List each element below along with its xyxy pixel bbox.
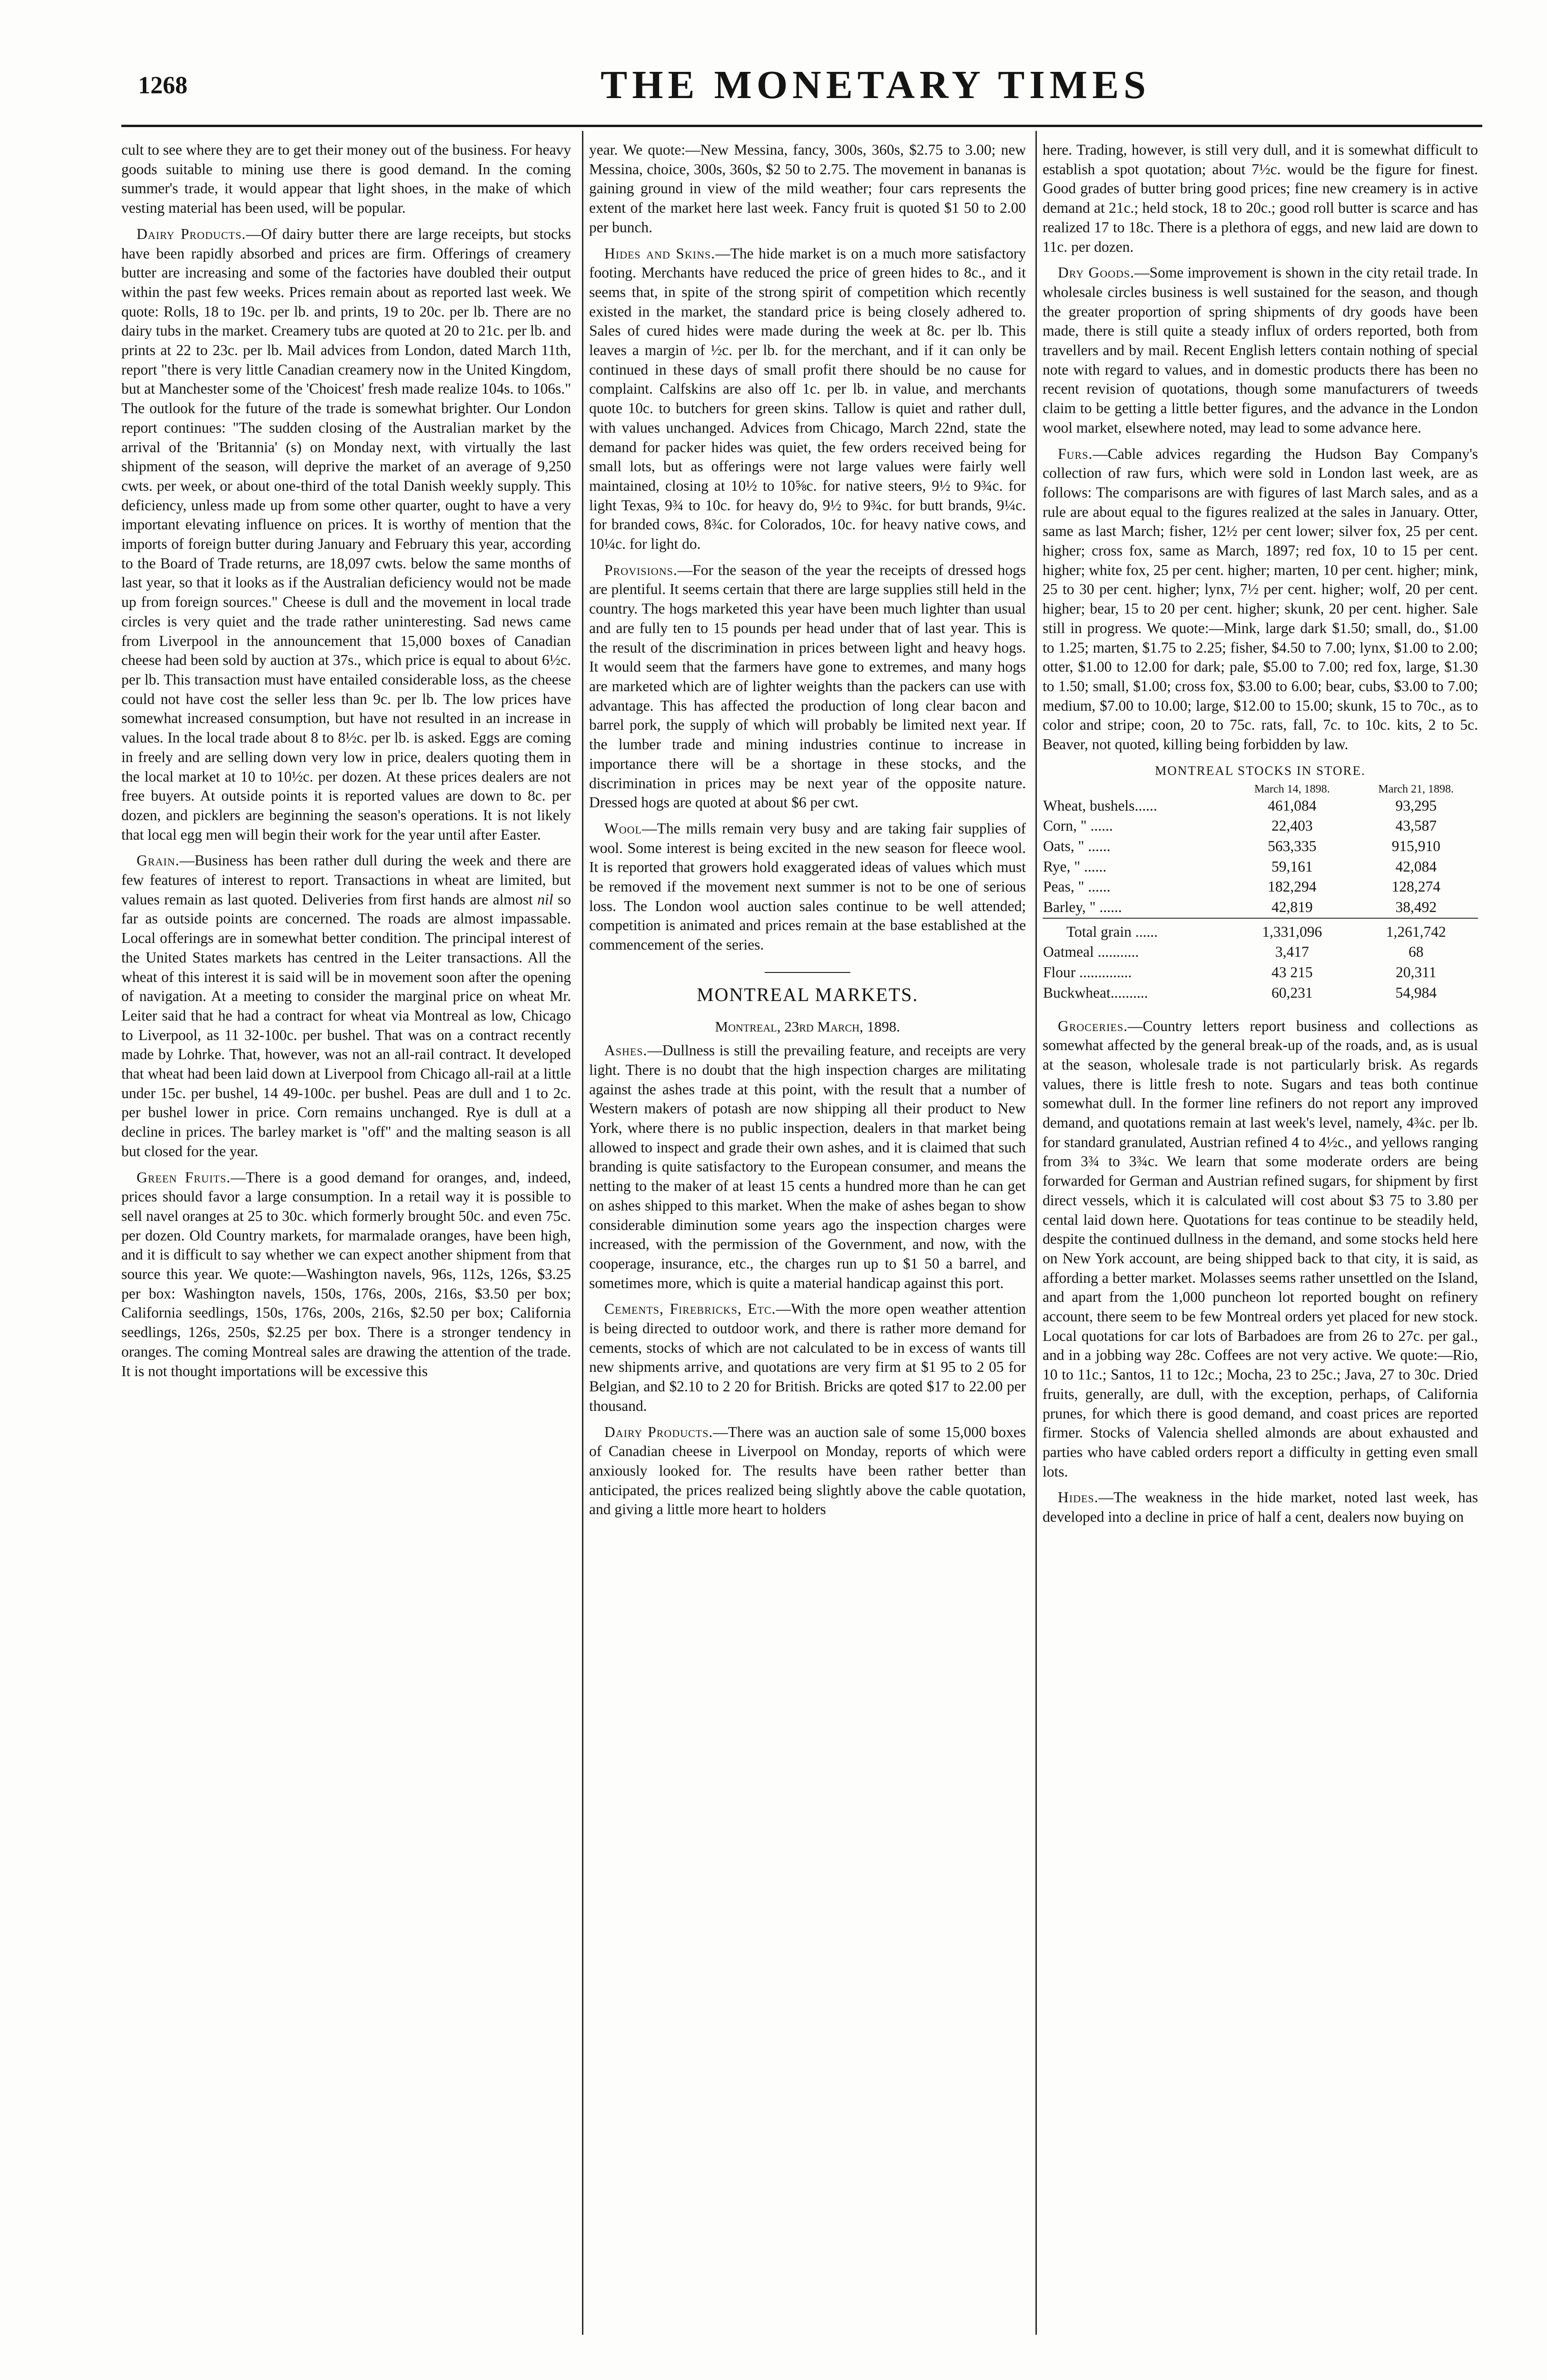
section-heading: Wool bbox=[604, 820, 642, 837]
montreal-markets-headline: MONTREAL MARKETS. bbox=[697, 983, 918, 1005]
ashes-section bbox=[589, 1041, 1026, 1293]
section-body: —Dullness is still the prevailing feature, and receipts are very light. There is no doubt that the high inspection charges are militating against the ashes trade at this point, with the result that a number of Western makers of potash are now shipping all their product to New York, where there is no public inspection, dealers in that market being allowed to inspect and grade their own ashes, and it is claimed that such branding is quite satisfactory to the European consumer, and means the netting to the maker of at least 15 cents a hundred more than he can get on ashes shipped to this market. When the make of ashes began to show considerable diminution some years ago the inspection charges were increased, with the permission of the Government, and now, with the cooperage, insurance, etc., the charges run up to $1 50 a barrel, and sometimes more, which is quite a material handicap against this port. bbox=[589, 1042, 1026, 1291]
section-heading: Hides. bbox=[1058, 1489, 1099, 1506]
section-divider bbox=[765, 972, 850, 973]
cell-march-21: 93,295 bbox=[1395, 797, 1437, 814]
paragraph: cult to see where they are to get their money out of the business. For heavy goods suitable to mining use there is good demand. In the coming summer's trade, it would appear that light shoes, in the make of which vesting material has been used, will be popular. bbox=[121, 141, 571, 217]
paragraph: here. Trading, however, is still very dull, and it is somewhat difficult to establish a spot quotation; about 7½c. would be the figure for finest. Good grades of butter bring good prices; fine new creamery is in active demand at 21c.; held stock, 18 to 20c.; good roll butter is scarce and has realized 17 to 18c. There is a plethora of eggs, and new laid are down to 11c. per dozen. bbox=[1043, 141, 1478, 255]
section-heading: Dairy Products. bbox=[604, 1423, 713, 1440]
cell-march-14: 461,084 bbox=[1268, 797, 1317, 814]
stocks-table-title: MONTREAL STOCKS IN STORE. bbox=[1155, 763, 1366, 778]
wool-section bbox=[589, 819, 1026, 955]
section-body: —For the season of the year the receipts of dressed hogs are plentiful. It seems certain that there are large supplies still held in the country. The hogs marketed this year have been much lighter than usual and are fully ten to 15 pounds per head under that of last year. This is the result of the discrimination in prices between light and heavy hogs. It would seem that the farmers have gone to extremes, and many hogs are marketed which are of lighter weights than the packers can use with advantage. This has affected the production of long clear bacon and barrel pork, the supply of which will probably be limited next year. If the lumber trade and mining industries continue to increase in importance there will be a shortage in these stocks, and the discrimination in prices may be next year of the opposite nature. Dressed hogs are quoted at about $6 per cwt. bbox=[589, 561, 1026, 811]
groceries-section bbox=[1043, 1017, 1478, 1482]
cell-march-21: 42,084 bbox=[1395, 858, 1437, 875]
cell-march-21: 54,984 bbox=[1395, 984, 1437, 1001]
column-divider bbox=[1035, 131, 1037, 2335]
section-body: —The weakness in the hide market, noted last week, has developed into a decline in price of half a cent, dealers now buying on bbox=[1043, 1489, 1478, 1526]
row-label: Buckwheat.......... bbox=[1043, 984, 1148, 1001]
row-label: Oats, " ...... bbox=[1043, 837, 1111, 854]
column-1 bbox=[121, 140, 571, 1388]
section-body: —Cable advices regarding the Hudson Bay Company's collection of raw furs, which were sold in London last week, are as follows: The comparisons are with figures of last March sales, and as a rule are about equal to the figures realized at the sales in January. Otter, same as last March; fisher, 12½ per cent lower; silver fox, 25 per cent. higher; cross fox, same as March, 1897; red fox, 10 to 15 per cent. higher; white fox, 25 per cent. higher; marten, 10 per cent. higher; mink, 25 to 30 per cent. higher; lynx, 7½ per cent. higher; wolf, 20 per cent. higher; bear, 15 to 20 per cent. higher; skunk, 20 per cent. higher. Sale still in progress. We quote:—Mink, large dark $1.50; small, do., $1.00 to 1.25; marten, $1.75 to 2.25; fisher, $4.50 to 7.00; lynx, $1.00 to 2.00; otter, $1.00 to 12.00 for dark; pale, $5.00 to 7.00; red fox, large, $1.30 to 1.50; small, $1.00; cross fox, $3.00 to 6.00; bear, cubs, $3.00 to 7.00; medium, $7.00 to 10.00; large, $12.00 to 15.00; skunk, 15 to 70c., as to color and stripe; coon, 20 to 75c. rats, fall, 7c. to 10c. kits, 2 to 5c. Beaver, not quoted, killing being forbidden by law. bbox=[1043, 445, 1478, 753]
table-row bbox=[1043, 942, 1478, 962]
section-heading: Cements, Firebricks, Etc. bbox=[604, 1300, 776, 1318]
hides-section bbox=[1043, 1488, 1478, 1527]
cell-march-21: 128,274 bbox=[1391, 878, 1440, 895]
table-row bbox=[1043, 962, 1478, 983]
table-body bbox=[1043, 796, 1478, 1003]
table-row bbox=[1043, 983, 1478, 1003]
masthead-rule bbox=[121, 125, 1482, 127]
column-header-march-21: March 21, 1898. bbox=[1378, 783, 1454, 795]
cell-march-21: 68 bbox=[1409, 943, 1424, 961]
cell-march-14: 43 215 bbox=[1271, 964, 1313, 981]
table-header-row bbox=[1043, 783, 1478, 796]
cell-march-14: 3,417 bbox=[1275, 943, 1309, 961]
page-number: 1268 bbox=[138, 72, 187, 99]
cell-march-14: 182,294 bbox=[1268, 878, 1317, 895]
table-row bbox=[1043, 918, 1478, 942]
dairy-products-montreal-section bbox=[589, 1423, 1026, 1520]
montreal-stocks-table bbox=[1043, 783, 1478, 1003]
table-row bbox=[1043, 857, 1478, 877]
dateline: Montreal, 23rd March, 1898. bbox=[715, 1018, 900, 1035]
table-row bbox=[1043, 796, 1478, 816]
section-body: —The hide market is on a much more satisfactory footing. Merchants have reduced the price of green hides to 8c., and it seems that, in spite of the strong spirit of competition which recently existed in the market, the standard price is being closely adhered to. Sales of cured hides were made during the week at 8c. per lb. This leaves a margin of ½c. per lb. for the merchant, and if it can only be continued in these days of small profit there should be no cause for complaint. Calfskins are also off 1c. per lb. in value, and merchants quote 10c. to butchers for green skins. Tallow is quiet and rather dull, with values unchanged. Advices from Chicago, March 22nd, state the demand for packer hides was quiet, the few orders received being for small lots, but as offerings were not large values were fairly well maintained, closing at 10½ to 10⅝c. for native steers, 9½ to 9¾c. for light Texas, 9¾ to 10c. for heavy do, 9½ to 9¾c. for butt brands, 9¼c. for branded cows, 8¾c. for Colorados, 10c. for heavy native cows, and 10¼c. for light do. bbox=[589, 245, 1026, 553]
section-body: —Of dairy butter there are large receipts, but stocks have been rapidly absorbed and prices are firm. Offerings of creamery butter are increasing and some of the factories have doubled their output within the past few weeks. Prices remain about as reported last week. We quote: Rolls, 18 to 19c. per lb. and prints, 19 to 20c. per lb. There are no dairy tubs in the market. Creamery tubs are quoted at 20 to 21c. per lb. and prints at 22 to 23c. per lb. Mail advices from London, dated March 11th, report "there is very little Canadian creamery now in the United Kingdom, but at Manchester some of the 'Choicest' fresh made realize 104s. to 106s." The outlook for the future of the trade is somewhat brighter. Our London report continues: "The sudden closing of the Australian market by the arrival of the 'Britannia' (s) on Monday next, with virtually the last shipment of the season, will deprive the market of an average of 9,250 cwts. per week, or about one-third of the total Danish weekly supply. This deficiency, unless made up from some other quarter, ought to have a very important elevating influence on prices. It is worthy of mention that the imports of foreign butter during January and February this year, according to the Board of Trade returns, are 18,097 cwts. below the same months of last year, so that it looks as if the Australian deficiency would not be made up from foreign sources." Cheese is dull and the movement in local trade circles is very quiet and the trade rather uninteresting. Sad news came from Liverpool in the announcement that 15,000 boxes of Canadian cheese had been sold by auction at 37s., which price is equal to about 6½c. per lb. This transaction must have entailed considerable loss, as the cheese could not have cost the seller less than 9c. per lb. The low prices have somewhat increased consumption, but have not resulted in an increase in values. In the local trade about 8 to 8½c. per lb. is asked. Eggs are coming in freely and are selling down very low in price, dealers quoting them in the local market at 10 to 10½c. per dozen. At these prices dealers are not free buyers. At outside points it is reported values are down to 8c. per dozen, and picklers are beginning the season's operations. It is not likely that local egg men will begin their work for the year until after Easter. bbox=[121, 225, 571, 843]
section-heading: Provisions. bbox=[604, 561, 678, 578]
cell-march-21: 1,261,742 bbox=[1354, 918, 1478, 942]
table-row bbox=[1043, 897, 1478, 918]
table-row bbox=[1043, 816, 1478, 836]
cell-march-21: 20,311 bbox=[1396, 964, 1437, 981]
table-row bbox=[1043, 836, 1478, 857]
cell-march-14: 563,335 bbox=[1268, 837, 1317, 854]
furs-section bbox=[1043, 445, 1478, 754]
section-heading: Grain. bbox=[137, 852, 180, 869]
row-label: Barley, " ...... bbox=[1043, 899, 1122, 916]
column-header-blank bbox=[1043, 783, 1230, 796]
row-label: Total grain ...... bbox=[1043, 918, 1230, 942]
publication-title: THE MONETARY TIMES bbox=[601, 63, 1151, 107]
cell-march-14: 22,403 bbox=[1271, 817, 1313, 834]
row-label: Rye, " ...... bbox=[1043, 858, 1107, 875]
grain-section bbox=[121, 851, 571, 1161]
section-heading: Green Fruits. bbox=[137, 1169, 231, 1186]
section-heading: Furs. bbox=[1058, 445, 1093, 462]
column-2 bbox=[589, 140, 1026, 1526]
cell-march-14: 59,161 bbox=[1271, 858, 1313, 875]
row-label: Oatmeal ........... bbox=[1043, 943, 1139, 961]
masthead bbox=[138, 62, 1470, 119]
cell-march-21: 43,587 bbox=[1395, 817, 1437, 834]
section-body: so far as outside points are concerned. The roads are almost impassable. Local offerings are in somewhat better condition. The principal interest of the United States markets has centred in the Leiter transactions. All the wheat of this interest it is said will be in movement soon after the opening of navigation. At a meeting to consider the marginal price on wheat Mr. Leiter said that he had a contract for wheat via Montreal as low, Chicago to Liverpool, as 11 32-100c. per bushel. That was on a contract recently made by Lohrke. That, however, was not an all-rail contract. It developed that wheat had been laid down at Liverpool from Chicago all-rail at a little under 15c. per bushel, 14 49-100c. per bushel. Peas are dull and 1 to 2c. per bushel lower in price. Corn remains unchanged. Rye is dull at a decline in prices. The barley market is "off" and the malting season is all but closed for the year. bbox=[121, 891, 572, 1160]
cell-march-21: 915,910 bbox=[1391, 837, 1440, 854]
dry-goods-section bbox=[1043, 263, 1478, 437]
section-body: —There is a good demand for oranges, and, indeed, prices should favor a large consumption. In a retail way it is possible to sell navel oranges at 25 to 30c. which formerly brought 50c. and even 75c. per dozen. Old Country markets, for marmalade oranges, have been high, and it is difficult to say whether we can expect another shipment from that source this year. We quote:—Washington navels, 96s, 112s, 126s, $3.25 per box: Washington navels, 150s, 176s, 200s, 216s, $3.50 per box; California seedlings, 150s, 176s, 200s, 216s, $2.50 per box; California seedlings, 126s, 250s, $2.25 per box. There is a stronger tendency in oranges. The coming Montreal sales are drawing the attention of the trade. It is not thought importations will be excessive this bbox=[121, 1169, 571, 1379]
section-body: —The mills remain very busy and are taking fair supplies of wool. Some interest is being excited in the new season for fleece wool. It is reported that growers hold exaggerated ideas of values which must be removed if the movement next summer is not to be one of serious loss. The London wool auction sales continue to be well attended; competition is animated and prices remain at the base established at the commencement of the series. bbox=[589, 820, 1026, 953]
dairy-products-section bbox=[121, 225, 571, 845]
column-header-march-14: March 14, 1898. bbox=[1254, 783, 1330, 795]
section-body-italic: nil bbox=[537, 891, 553, 908]
column-divider bbox=[582, 131, 583, 2335]
row-label: Peas, " ...... bbox=[1043, 878, 1111, 895]
row-label: Flour .............. bbox=[1043, 964, 1132, 981]
section-heading: Dairy Products. bbox=[137, 225, 246, 242]
cell-march-21: 38,492 bbox=[1395, 899, 1437, 916]
table-row bbox=[1043, 877, 1478, 897]
section-heading: Hides and Skins. bbox=[604, 245, 716, 262]
column-3 bbox=[1043, 140, 1478, 1534]
cements-section bbox=[589, 1299, 1026, 1416]
section-body: —Business has been rather dull during the week and there are few features of interest to report. Transactions in wheat are limited, but values remain as last quoted. Deliveries from first hands are almost bbox=[121, 852, 571, 908]
row-label: Corn, " ...... bbox=[1043, 817, 1113, 834]
cell-march-14: 1,331,096 bbox=[1230, 918, 1354, 942]
provisions-section bbox=[589, 561, 1026, 813]
section-body: —There was an auction sale of some 15,000 boxes of Canadian cheese in Liverpool on Monday, reports of which were anxiously looked for. The results have been rather better than anticipated, the prices realized being slightly above the cable quotation, and giving a little more heart to holders bbox=[589, 1423, 1026, 1518]
green-fruits-section bbox=[121, 1168, 571, 1381]
hides-and-skins-section bbox=[589, 244, 1026, 554]
section-heading: Groceries. bbox=[1058, 1017, 1128, 1034]
section-body: —Country letters report business and collections as somewhat affected by the general break-up of the roads, and, as is usual at the season, wholesale trade is not particularly brisk. As regards values, there is little fresh to note. Sugars and teas both continue somewhat dull. In the former line refiners do not report any improved demand, and quotations remain at last week's level, namely, 4¾c. per lb. for standard granulated, Austrian refined 4 to 4½c., and yellows ranging from 3¾ to 3¾c. We learn that some moderate orders are being forwarded for German and Austrian refined sugars, for shipment by first direct vessels, which it is calculated will cost about $3 75 to 3.80 per cental laid down here. Quotations for teas continue to be steadily held, despite the continued dullness in the demand, and some stocks held here on New York account, are being shipped back to that city, it is said, as affording a better market. Molasses seems rather unsettled on the Island, and apart from the 1,000 puncheon lot reported bought on refinery account, there seem to be few Montreal orders yet placed for new stock. Local quotations for car lots of Barbadoes are from 26 to 27c. per gal., and in a jobbing way 28c. Coffees are not very active. We quote:—Rio, 10 to 11c.; Santos, 11 to 12c.; Mocha, 23 to 25c.; Java, 27 to 30c. Dried fruits, generally, are dull, with the exception, perhaps, of California prunes, for which there is good demand, and coast prices are reported firmer. Stocks of Valencia shelled almonds are about exhausted and parties who have cabled orders report a difficulty in getting even small lots. bbox=[1043, 1017, 1478, 1480]
cell-march-14: 42,819 bbox=[1271, 899, 1313, 916]
paragraph: year. We quote:—New Messina, fancy, 300s, 360s, $2.75 to 3.00; new Messina, choice, 300s, 360s, $2 50 to 2.75. The movement in bananas is gaining ground in view of the mild weather; four cars represents the extent of the market here last week. Fancy fruit is quoted $1 50 to 2.00 per bunch. bbox=[589, 141, 1026, 236]
section-heading: Ashes. bbox=[604, 1042, 648, 1059]
cell-march-14: 60,231 bbox=[1271, 984, 1313, 1001]
section-heading: Dry Goods. bbox=[1058, 264, 1135, 281]
section-body: —Some improvement is shown in the city retail trade. In wholesale circles business is well sustained for the season, and though the greater proportion of spring shipments of dry goods have been made, there is still quite a steady influx of orders reported, both from travellers and by mail. Recent English letters contain nothing of special note with regard to values, and in domestic products there has been no recent revision of quotations, though some manufacturers of tweeds claim to be getting a little better figures, and the advance in the London wool market, elsewhere noted, may lead to some advance here. bbox=[1043, 264, 1478, 436]
row-label: Wheat, bushels...... bbox=[1043, 797, 1157, 814]
section-body: —With the more open weather attention is being directed to outdoor work, and there is rather more demand for cements, stocks of which are not calculated to be in excess of wants till new shipments arrive, and quotations are very firm at $1 95 to 2 05 for Belgian, and $2.10 to 2 20 for British. Bricks are qoted $17 to 22.00 per thousand. bbox=[589, 1300, 1026, 1414]
